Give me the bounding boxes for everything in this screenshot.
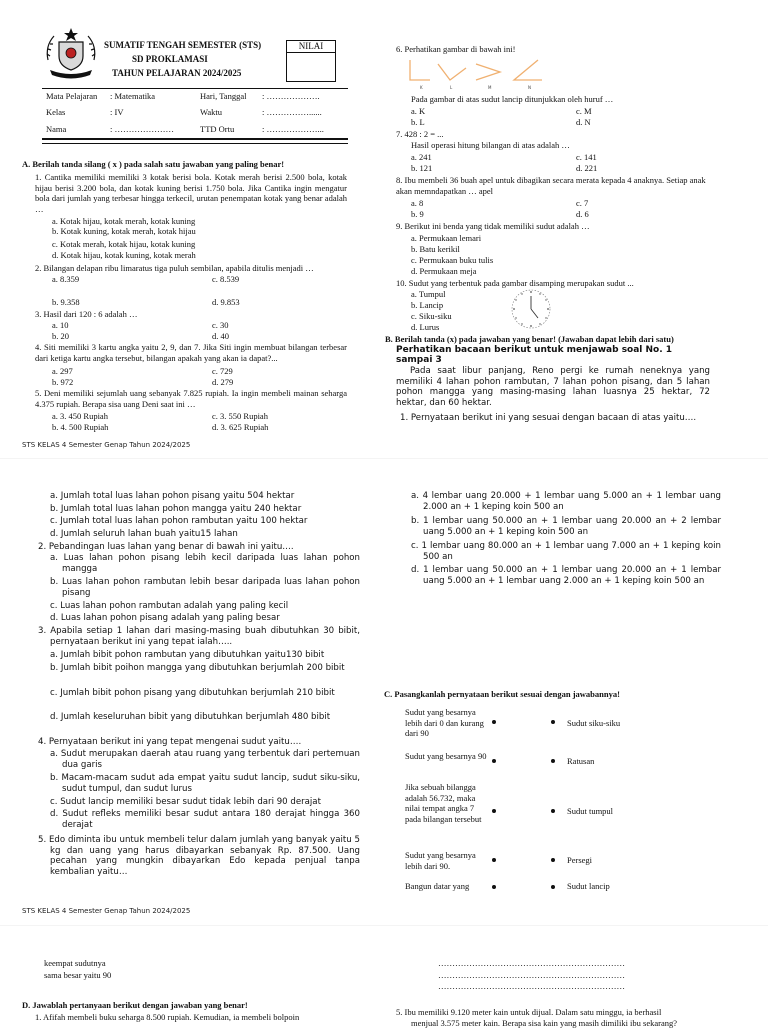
question-b3: 3. Apabila setiap 1 lahan dari masing-masing buah dibutuhkan 30 bibit, pernyataan berikut ini yang tepat ialah….. <box>38 626 360 647</box>
option-a5-b[interactable]: b. 4. 500 Rupiah <box>52 422 108 432</box>
option-b4-a[interactable]: a. Sudut merupakan daerah atau ruang yang terbentuk dari pertemuan dua garis <box>50 749 360 770</box>
time-field[interactable]: : ……………...... <box>262 104 322 121</box>
angle-m-icon <box>476 64 500 80</box>
match-right-4: Persegi <box>567 855 651 866</box>
option-b4-d[interactable]: d. Sudut refleks memiliki besar sudut antara 180 derajat hingga 360 derajat <box>50 809 360 830</box>
option-a6-b[interactable]: b. L <box>411 117 425 127</box>
option-b5-c[interactable]: c. 1 lembar uang 80.000 an + 1 lembar uang 7.000 an + 1 keping koin 500 an <box>411 541 721 562</box>
question-a1: 1. Cantika memiliki memiliki 3 kotak berisi bola. Kotak merah berisi 2.500 bola, kotak hijau berisi 3.200 bola, dan kotak kuning berisi 1.750 bola. Jika Cantika ingin mengatur bola dari jumlah yang terbesar hingga terkecil, urutan penempatan kotak yang benar adalah … <box>35 172 347 214</box>
match-right-5: Sudut lancip <box>567 881 651 892</box>
option-a7-d[interactable]: d. 221 <box>576 163 597 173</box>
option-a10-b[interactable]: b. Lancip <box>411 300 443 310</box>
time-label: Waktu <box>200 104 222 121</box>
question-d1: 1. Afifah membeli buku seharga 8.500 rupiah. Kemudian, ia membeli bolpoin <box>35 1012 365 1023</box>
reading-instruction-line1: Perhatikan bacaan berikut untuk menjawab soal No. 1 <box>396 345 710 355</box>
angle-l-label: L <box>450 85 453 90</box>
question-a6-stem: Pada gambar di atas sudut lancip ditunjukkan oleh huruf … <box>411 94 613 105</box>
question-a5: 5. Deni memiliki sejumlah uang sebanyak 7.825 rupiah. Ia ingin membeli mainan seharga 4.375 rupiah. Berapa sisa uang Deni saat ini … <box>35 388 347 409</box>
section-d-heading: D. Jawablah pertanyaan berikut dengan jawaban yang benar! <box>22 1000 248 1010</box>
question-a9: 9. Berikut ini benda yang tidak memiliki sudut adalah … <box>396 221 590 232</box>
option-a1-b[interactable]: b. Kotak kuning, kotak merah, kotak hijau <box>52 226 196 236</box>
angle-figure-klmn <box>408 56 548 92</box>
page-break <box>0 458 768 459</box>
option-b3-c[interactable]: c. Jumlah bibit pohon pisang yang dibutuhkan berjumlah 210 bibit <box>50 688 360 699</box>
question-a2: 2. Bilangan delapan ribu limaratus tiga puluh sembilan, apabila ditulis menjadi … <box>35 263 353 274</box>
question-a7-stem: Hasil operasi hitung bilangan di atas adalah … <box>411 140 570 151</box>
option-a9-d[interactable]: d. Permukaan meja <box>411 266 476 276</box>
option-a7-b[interactable]: b. 121 <box>411 163 432 173</box>
option-a5-d[interactable]: d. 3. 625 Rupiah <box>212 422 268 432</box>
option-b2-c[interactable]: c. Luas lahan pohon rambutan adalah yang paling kecil <box>50 601 348 612</box>
date-label: Hari, Tanggal <box>200 89 246 104</box>
match-left-5-line2: keempat sudutnya <box>44 958 111 969</box>
option-a3-d[interactable]: d. 40 <box>212 331 229 341</box>
answer-line-2[interactable]: ………………………………………………………… <box>438 970 625 981</box>
match-right-dot-3[interactable] <box>551 809 555 813</box>
option-a9-a[interactable]: a. Permukaan lemari <box>411 233 481 243</box>
option-a4-c[interactable]: c. 729 <box>212 366 233 376</box>
option-b3-a[interactable]: a. Jumlah bibit pohon rambutan yang dibutuhkan yaitu130 bibit <box>50 650 348 661</box>
question-b4: 4. Pernyataan berikut ini yang tepat mengenai sudut yaitu…. <box>38 737 348 748</box>
option-a9-b[interactable]: b. Batu kerikil <box>411 244 460 254</box>
option-a2-b[interactable]: b. 9.358 <box>52 297 80 307</box>
header-title-line1: SUMATIF TENGAH SEMESTER (STS) <box>104 38 261 52</box>
match-right-dot-5[interactable] <box>551 885 555 889</box>
match-right-dot-1[interactable] <box>551 720 555 724</box>
match-left-dot-2[interactable] <box>492 759 496 763</box>
question-a8: 8. Ibu membeli 36 buah apel untuk dibagikan secara merata kepada 4 anaknya. Setiap anak akan memndapatkan … apel <box>396 175 714 196</box>
score-box-label: NILAI <box>287 41 335 53</box>
option-b1-a[interactable]: a. Jumlah total luas lahan pohon pisang yaitu 504 hektar <box>50 491 350 502</box>
option-a6-a[interactable]: a. K <box>411 106 425 116</box>
option-a5-c[interactable]: c. 3. 550 Rupiah <box>212 411 268 421</box>
option-b5-b[interactable]: b. 1 lembar uang 50.000 an + 1 lembar uang 20.000 an + 2 lembar uang 5.000 an + 1 keping koin 500 an <box>411 516 721 537</box>
match-left-4: Sudut yang besarnya lebih dari 90. <box>405 850 489 871</box>
option-b3-b[interactable]: b. Jumlah bibit poihon mangga yang dibutuhkan berjumlah 200 bibit <box>50 663 360 674</box>
match-left-dot-4[interactable] <box>492 858 496 862</box>
option-a9-c[interactable]: c. Permukaan buku tulis <box>411 255 493 265</box>
option-a4-b[interactable]: b. 972 <box>52 377 73 387</box>
parent-signature-label: TTD Ortu <box>200 121 234 138</box>
option-b2-d[interactable]: d. Luas lahan pohon pisang adalah yang paling besar <box>50 613 348 624</box>
question-b2: 2. Pebandingan luas lahan yang benar di bawah ini yaitu…. <box>38 542 350 553</box>
option-a8-a[interactable]: a. 8 <box>411 198 423 208</box>
section-c-heading: C. Pasangkanlah pernyataan berikut sesuai dengan jawabannya! <box>384 689 620 699</box>
question-d5-line1: 5. Ibu memiliki 9.120 meter kain untuk dijual. Dalam satu minggu, ia berhasil <box>396 1007 726 1018</box>
angle-n-icon <box>514 60 542 80</box>
option-a8-b[interactable]: b. 9 <box>411 209 424 219</box>
question-a6: 6. Perhatikan gambar di bawah ini! <box>396 44 515 55</box>
option-a2-c[interactable]: c. 8.539 <box>212 274 239 284</box>
option-a8-d[interactable]: d. 6 <box>576 209 589 219</box>
school-emblem-logo <box>44 26 98 80</box>
page-break <box>0 925 768 926</box>
option-a5-a[interactable]: a. 3. 450 Rupiah <box>52 411 108 421</box>
angle-n-label: N <box>528 85 531 90</box>
name-label: Nama <box>46 121 66 138</box>
score-box <box>286 40 336 82</box>
question-a7: 7. 428 : 2 = ... <box>396 129 444 140</box>
option-a2-a[interactable]: a. 8.359 <box>52 274 79 284</box>
option-a4-d[interactable]: d. 279 <box>212 377 233 387</box>
match-right-dot-4[interactable] <box>551 858 555 862</box>
option-a4-a[interactable]: a. 297 <box>52 366 73 376</box>
option-a7-c[interactable]: c. 141 <box>576 152 597 162</box>
reading-instruction <box>396 345 710 365</box>
option-a1-c[interactable]: c. Kotak merah, kotak hijau, kotak kuning <box>52 239 195 249</box>
match-left-3: Jika sebuah bilangga adalah 56.732, maka nilai tempat angka 7 pada bilangan tersebut <box>405 782 489 824</box>
answer-lines <box>438 958 625 992</box>
match-left-5: Bangun datar yang <box>405 881 489 892</box>
page-footer: STS KELAS 4 Semester Genap Tahun 2024/2025 <box>22 907 190 915</box>
option-b4-b[interactable]: b. Macam-macam sudut ada empat yaitu sudut lancip, sudut siku-siku, sudut tumpul, dan sudut lurus <box>50 773 360 794</box>
question-d5 <box>396 1007 726 1028</box>
option-a7-a[interactable]: a. 241 <box>411 152 432 162</box>
option-b4-c[interactable]: c. Sudut lancip memiliki besar sudut tidak lebih dari 90 derajat <box>50 797 350 808</box>
match-left-dot-5[interactable] <box>492 885 496 889</box>
question-b5: 5. Edo diminta ibu untuk membeli telur dalam jumlah yang banyak yaitu 5 kg dan uang yang harus dibayarkan sebanyak Rp. 87.500. Uang pecahan yang mungkin dibayarkan Edo kepada penjual tanpa kembalian yaitu… <box>38 835 360 877</box>
option-a3-c[interactable]: c. 30 <box>212 320 229 330</box>
name-field[interactable]: : ………………… <box>110 121 174 138</box>
angle-l-icon <box>438 64 466 80</box>
angle-m-label: M <box>488 85 492 90</box>
answer-line-1[interactable]: ………………………………………………………… <box>438 958 625 969</box>
class-label: Kelas <box>46 104 65 121</box>
match-left-1: Sudut yang besarnya lebih dari 0 dan kurang dari 90 <box>405 707 489 739</box>
option-a10-a[interactable]: a. Tumpul <box>411 289 446 299</box>
match-left-5-continued <box>44 958 111 980</box>
match-right-1: Sudut siku-siku <box>567 718 651 729</box>
option-a3-a[interactable]: a. 10 <box>52 320 69 330</box>
option-a1-d[interactable]: d. Kotak hijau, kotak kuning, kotak merah <box>52 250 196 260</box>
option-a6-c[interactable]: c. M <box>576 106 592 116</box>
match-right-dot-2[interactable] <box>551 759 555 763</box>
clock-icon <box>510 288 552 330</box>
header-divider <box>42 143 348 144</box>
header-divider <box>42 139 348 140</box>
match-left-dot-1[interactable] <box>492 720 496 724</box>
option-a10-c[interactable]: c. Siku-siku <box>411 311 452 321</box>
question-a3: 3. Hasil dari 120 : 6 adalah … <box>35 309 353 320</box>
option-b3-d[interactable]: d. Jumlah keseluruhan bibit yang dibutuhkan berjumlah 480 bibit <box>50 712 360 723</box>
option-a10-d[interactable]: d. Lurus <box>411 322 439 332</box>
subject-label: Mata Pelajaran <box>46 89 97 104</box>
option-a3-b[interactable]: b. 20 <box>52 331 69 341</box>
match-left-2: Sudut yang besarnya 90 <box>405 751 489 762</box>
option-a1-a[interactable]: a. Kotak hijau, kotak merah, kotak kuning <box>52 216 195 226</box>
option-b1-d[interactable]: d. Jumlah seluruh lahan buah yaitu15 lahan <box>50 527 350 540</box>
option-a2-d[interactable]: d. 9.853 <box>212 297 240 307</box>
exam-header-title <box>104 38 261 80</box>
student-identity-table <box>42 88 348 139</box>
question-b1: 1. Pernyataan berikut ini yang sesuai dengan bacaan di atas yaitu…. <box>400 413 710 424</box>
match-right-3: Sudut tumpul <box>567 806 651 817</box>
class-value: : IV <box>110 104 123 121</box>
match-left-dot-3[interactable] <box>492 809 496 813</box>
option-b1-b[interactable]: b. Jumlah total luas lahan pohon mangga yaitu 240 hektar <box>50 502 350 515</box>
header-school-name: SD PROKLAMASI <box>104 52 261 66</box>
reading-passage: Pada saat libur panjang, Reno pergi ke rumah neneknya yang memiliki 4 lahan pohon rambutan, 7 lahan pohon pisang, dan 5 lahan pohon mangga yang masing-masing lahan luasnya 25 hektar, 72 hektar, dan 60 hektar. <box>396 366 710 408</box>
question-d5-line2: menjual 3.575 meter kain. Berapa sisa kain yang masih dimiliki ibu sekarang? <box>396 1018 726 1028</box>
question-a10: 10. Sudut yang terbentuk pada gambar disamping merupakan sudut ... <box>396 278 634 289</box>
option-b1-c[interactable]: c. Jumlah total luas lahan pohon rambutan yaitu 100 hektar <box>50 514 350 527</box>
match-left-5-line3: sama besar yaitu 90 <box>44 970 111 981</box>
angle-k-label: K <box>420 85 423 90</box>
answer-line-3[interactable]: ………………………………………………………… <box>438 981 625 992</box>
option-b2-a[interactable]: a. Luas lahan pohon pisang lebih kecil daripada luas lahan pohon mangga <box>50 553 360 574</box>
angle-k-icon <box>410 60 430 80</box>
page-footer: STS KELAS 4 Semester Genap Tahun 2024/2025 <box>22 441 190 449</box>
option-b5-a[interactable]: a. 4 lembar uang 20.000 + 1 lembar uang 5.000 an + 1 lembar uang 2.000 an + 1 keping koin 500 an <box>411 491 721 512</box>
option-a8-c[interactable]: c. 7 <box>576 198 588 208</box>
question-a4: 4. Siti memiliki 3 kartu angka yaitu 2, 9, dan 7. Jika Siti ingin membuat bilangan terbesar dari ketiga kartu angka tersebut, bilangan apakah yang akan ia dapat?... <box>35 342 347 363</box>
parent-signature-field[interactable]: : ………………... <box>262 121 324 138</box>
option-b1-list <box>50 491 350 539</box>
subject-value: : Matematika <box>110 89 155 104</box>
option-b5-d[interactable]: d. 1 lembar uang 50.000 an + 1 lembar uang 20.000 an + 1 lembar uang 5.000 an + 1 lembar uang 2.000 an + 1 keping koin 500 an <box>411 565 721 586</box>
date-field[interactable]: : ………………. <box>262 89 320 104</box>
section-b-heading: B. Berilah tanda (x) pada jawaban yang benar! (Jawaban dapat lebih dari satu) <box>385 334 725 344</box>
option-b2-b[interactable]: b. Luas lahan pohon rambutan lebih besar daripada luas lahan pohon pisang <box>50 577 360 598</box>
reading-instruction-line2: sampai 3 <box>396 355 710 365</box>
section-a-heading: A. Berilah tanda silang ( x ) pada salah satu jawaban yang paling benar! <box>22 159 352 169</box>
option-a6-d[interactable]: d. N <box>576 117 591 127</box>
header-school-year: TAHUN PELAJARAN 2024/2025 <box>104 66 261 80</box>
match-right-2: Ratusan <box>567 756 651 767</box>
